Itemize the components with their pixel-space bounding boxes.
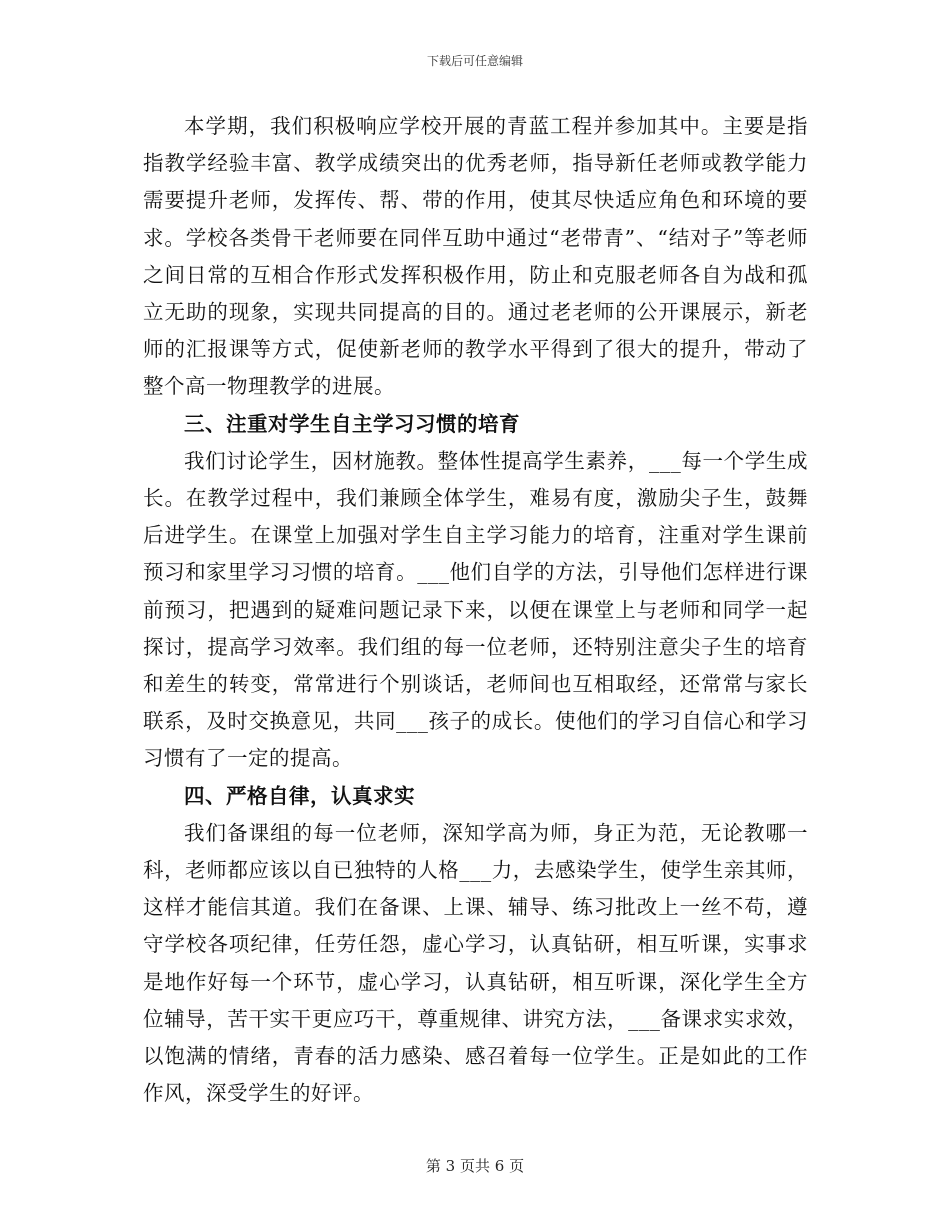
paragraph-self-study-habits: 我们讨论学生，因材施教。整体性提高学生素养，___每一个学生成长。在教学过程中，我们兼顾全体学生，难易有度，激励尖子生，鼓舞后进学生。在课堂上加强对学生自主学习能力的培育，注重对学生课前预习和家里学习习惯的培育。___他们自学的方法，引导他们怎样进行课前预习，把遇到的疑难问题记录下来，以便在课堂上与老师和同学一起探讨，提高学习效率。我们组的每一位老师，还特别注意尖子生的培育和差生的转变，常常进行个别谈话，老师间也互相取经，还常常与家长联系，及时交换意见，共同___孩子的成长。使他们的学习自信心和学习习惯有了一定的提高。 (143, 448, 808, 771)
paragraph-qinglan-project: 本学期，我们积极响应学校开展的青蓝工程并参加其中。主要是指指教学经验丰富、教学成绩突出的优秀老师，指导新任老师或教学能力需要提升老师，发挥传、帮、带的作用，使其尽快适应角色和环境的要求。学校各类骨干老师要在同伴互助中通过“老带青”、“结对子”等老师之间日常的互相合作形式发挥积极作用，防止和克服老师各自为战和孤立无助的现象，实现共同提高的目的。通过老老师的公开课展示，新老师的汇报课等方式，促使新老师的教学水平得到了很大的提升，带动了整个高一物理教学的进展。 (143, 114, 808, 399)
paragraph-self-discipline: 我们备课组的每一位老师，深知学高为师，身正为范，无论教哪一科，老师都应该以自已独特的人格___力，去感染学生，使学生亲其师，这样才能信其道。我们在备课、上课、辅导、练习批改上一丝不苟，遵守学校各项纪律，任劳任怨，虚心学习，认真钻研，相互听课，实事求是地作好每一个环节，虚心学习，认真钻研，相互听课，深化学生全方位辅导，苦干实干更应巧干，尊重规律、讲究方法，___备课求实求效，以饱满的情绪，青春的活力感染、感召着每一位学生。正是如此的工作作风，深受学生的好评。 (143, 820, 808, 1106)
page-header: 下载后可任意编辑 (426, 54, 523, 68)
page-number: 第 3 页共 6 页 (425, 1157, 525, 1175)
document-body (143, 108, 808, 1112)
section-heading-3: 三、注重对学生自主学习习惯的培育 (184, 411, 520, 436)
section-heading-4: 四、严格自律，认真求实 (184, 783, 415, 808)
